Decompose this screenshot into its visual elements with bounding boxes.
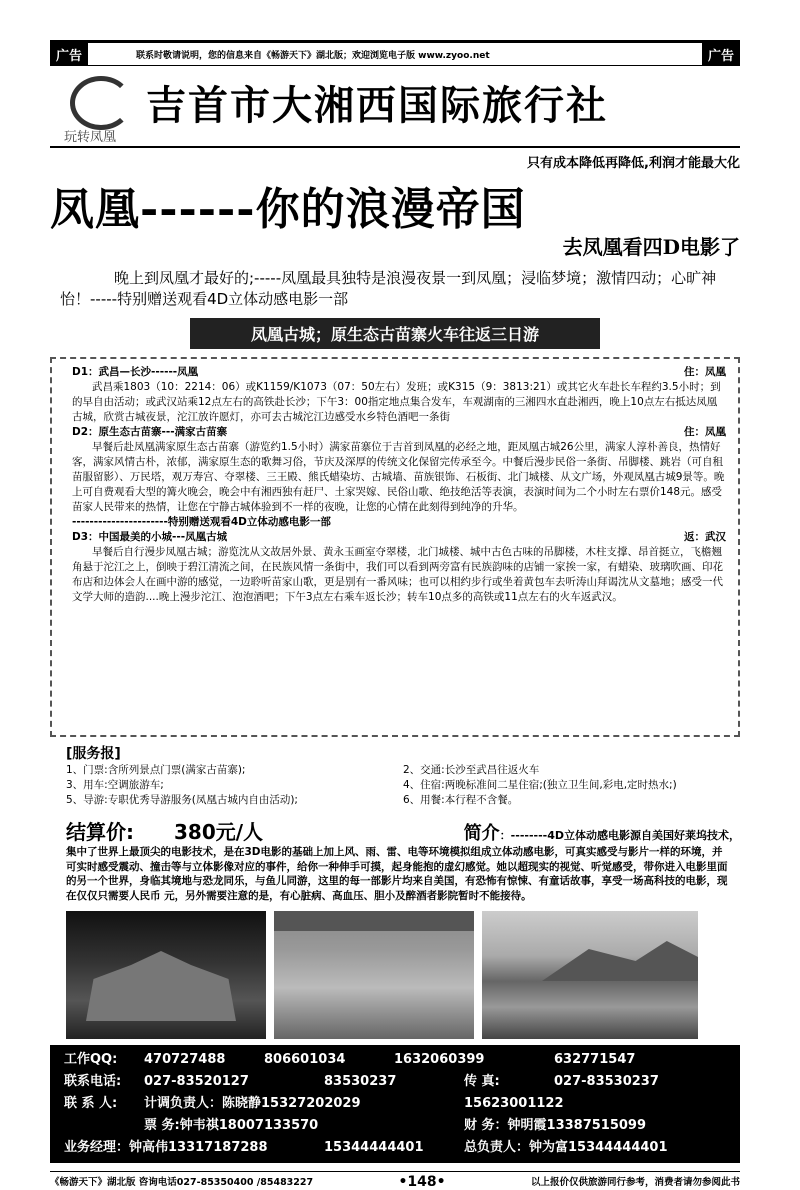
ad-tag-left: 广告 [50, 43, 88, 66]
price-value: 380元/人 [174, 820, 264, 844]
footer-left: 《畅游天下》湖北版 咨询电话027-85350400 /85483227 [50, 1177, 314, 1188]
photo-roof-shape [274, 911, 474, 931]
qq-number: 806601034 [264, 1052, 346, 1067]
photo-building-shape [86, 951, 236, 1021]
services-title: [服务报] [66, 746, 121, 762]
service-item: 1、门票:含所列景点门票(满家古苗寨); [66, 764, 246, 776]
footer-right: 以上报价仅供旅游同行参考，消费者请勿参阅此书 [530, 1177, 740, 1188]
services-list [50, 763, 740, 808]
gift-note: ----------------------特别赠送观看4D立体动感电影一部 [72, 516, 331, 528]
day1-title: D1：武昌—长沙------凤凰 [72, 366, 199, 378]
day2-title: D2：原生态古苗寨---满家古苗寨 [72, 426, 228, 438]
phone-label: 联系电话: [64, 1074, 122, 1089]
contact-block [50, 1045, 740, 1163]
ad-tag-right: 广告 [702, 43, 740, 66]
itinerary-box [50, 357, 740, 737]
phone-row [64, 1071, 726, 1093]
day2-text: 早餐后赴凤凰满家原生态古苗寨（游览约1.5小时）满家苗寨位于吉首到凤凰的必经之地，距凤凰古城26公里，满家人淳朴善良，热情好客，满家风情古朴，浓郁，满家原生态的歌舞习俗，节庆及深厚的传统文化保留完传承至今。中餐后漫步民俗一条街、吊脚楼、跳岩（可自租苗服留影）、万民塔，观万寿宫、夺翠楼、三王殿、熊氏蜡染坊、古城墙、苗族银饰、石板街、北门城楼、从文广场，外观凤凰古城9景等。晚上可自费观看大型的篝火晚会，晚会中有湘西独有赶尸、土家哭嫁、民俗山歌、绝技绝活等表演，表演时间为二个小时左右票价148元。感受苗家人民带来的热情，让您在宁静古城体验到不一样的夜晚，让您的心情在此刻得到纯净的升华。 [72, 441, 725, 513]
slogan: 只有成本降低再降低,利润才能最大化 [527, 156, 740, 171]
contact-phone: 15623001122 [464, 1096, 564, 1111]
logo-text: 玩转凤凰 [64, 130, 117, 145]
fax-label: 传 真: [464, 1074, 500, 1089]
headline: 凤凰------你的浪漫帝国 [50, 184, 526, 235]
qq-number: 470727488 [144, 1052, 226, 1067]
top-bar [50, 40, 740, 66]
photo-hill-shape [542, 941, 698, 981]
ticket-contact: 票 务:钟韦祺18007133570 [144, 1118, 319, 1133]
service-item: 6、用餐:本行程不含餐。 [403, 794, 519, 806]
price-row [50, 816, 740, 845]
phoenix-logo [64, 76, 128, 146]
boss-contact: 总负责人：钟为富15344444401 [464, 1140, 668, 1155]
day1-header [72, 365, 726, 380]
service-item: 3、用车:空调旅游车; [66, 779, 164, 791]
photo-night-town [66, 911, 266, 1039]
fax-number: 027-83530237 [554, 1074, 659, 1089]
photo-strip [50, 911, 740, 1039]
intro-label: 简介 [463, 823, 500, 844]
qq-number: 632771547 [554, 1052, 636, 1067]
phone-number: 83530237 [324, 1074, 397, 1089]
subheadline: 去凤凰看四D电影了 [562, 235, 740, 259]
footer [50, 1171, 740, 1190]
service-item: 2、交通:长沙至武昌往返火车 [403, 764, 540, 776]
intro-tail: ：--------4D立体动感电影源自美国好莱坞技术， [499, 829, 740, 842]
company-name: 吉首市大湘西国际旅行社 [146, 82, 608, 129]
ticket-row [64, 1115, 726, 1137]
qq-row [64, 1049, 726, 1071]
day3-text: 早餐后自行漫步凤凰古城；游览沈从文故居外景、黄永玉画室夺翠楼，北门城楼、城中古色古味的吊脚楼，木柱支撑、昂首挺立，飞檐翘角悬于沱江之上，倒映于碧江清流之间，在民族风情一条街中，我们可以看到两旁富有民族韵味的店铺一家挨一家，有蜡染、玻璃吹画、印花布店和边体会人在画中游的感觉，一边聆听苗家山歌，更是别有一番风味；也可以相约步行或坐着黄包车去听涛山拜谒沈从文墓地；感受一代文学大师的造韵....晚上漫步沱江、泡泡酒吧；下午3点左右乘车返长沙；转车10点多的高铁或11点左右的火车返武汉。 [72, 546, 723, 603]
photo-villagers [274, 911, 474, 1039]
service-item: 5、导游:专职优秀导游服务(凤凰古城内自由活动); [66, 794, 298, 806]
manager-contact: 业务经理：钟高伟13317187288 [64, 1140, 268, 1155]
day3-stay: 返：武汉 [684, 531, 726, 543]
day3-header [72, 530, 726, 545]
qq-number: 1632060399 [394, 1052, 485, 1067]
top-notice: 联系时敬请说明，您的信息来自《畅游天下》湖北版；欢迎浏览电子版 www.zyoo.net [136, 50, 490, 61]
phone-number: 027-83520127 [144, 1074, 249, 1089]
intro-heading [464, 819, 740, 845]
photo-river-town [482, 911, 698, 1039]
day1-stay: 住：凤凰 [684, 366, 726, 378]
finance-contact: 财 务：钟明霞13387515099 [464, 1118, 647, 1133]
day2-stay: 住：凤凰 [684, 426, 726, 438]
movie-description: 集中了世界上最顶尖的电影技术，是在3D电影的基础上加上风、雨、雷、电等环境模拟组成立体动感电影，可真实感受与影片一样的环境，并可实时感受震动、撞击等与立体影像对应的事件，给你一种伸手可摸，起身能抱的虚幻感觉。她以超现实的视觉、听觉感受，带你进入电影里面的另一个世界，身临其境地与恐龙同乐，与鱼儿同游，这里的每一部影片均来自美国，有恐怖有惊悚、有童话故事，享受一场高科技的电影，现在仅仅只需要人民币 元，另外需要注意的是，有心脏病、高血压、胆小及醉酒者影院暂时不能接待。 [66, 846, 728, 902]
tour-banner: 凤凰古城；原生态古苗寨火车往返三日游 [190, 318, 600, 349]
logo-swirl-icon [70, 76, 132, 130]
qq-label: 工作QQ: [64, 1052, 118, 1067]
day1-text: 武昌乘1803（10：2214：06）或K1159/K1073（07：50左右）发班；或K315（9：3813:21）或其它火车赴长车程约3.5小时；到的早自由活动；或武汉站乘12点左右的高铁赴长沙；下午3：00指定地点集合发车，车观湖南的三湘四水直赴湘西，晚上10点左右抵达凤凰古城，欣赏古城夜景，沱江放许愿灯，亦可去古城沱江边感受水乡特色酒吧一条街 [72, 381, 721, 423]
contact-person: 计调负责人：陈晓静15327202029 [144, 1096, 361, 1111]
header [50, 66, 740, 148]
person-row [64, 1093, 726, 1115]
intro-text: 晚上到凤凰才最好的;-----凤凰最具独特是浪漫夜景一到凤凰；浸临梦境；激情四动；心旷神怡！-----特别赠送观看4D立体动感电影一部 [60, 269, 717, 308]
price-label: 结算价: [66, 820, 134, 844]
manager-phone: 15344444401 [324, 1140, 424, 1155]
day3-title: D3：中国最美的小城---凤凰古城 [72, 531, 228, 543]
person-label: 联 系 人: [64, 1096, 118, 1111]
page [50, 40, 740, 1190]
page-number: •148• [398, 1174, 446, 1190]
day2-header [72, 425, 726, 440]
manager-row [64, 1137, 726, 1159]
spacer [64, 1115, 144, 1137]
service-item: 4、住宿:两晚标准间二星住宿;(独立卫生间,彩电,定时热水;) [403, 779, 677, 791]
